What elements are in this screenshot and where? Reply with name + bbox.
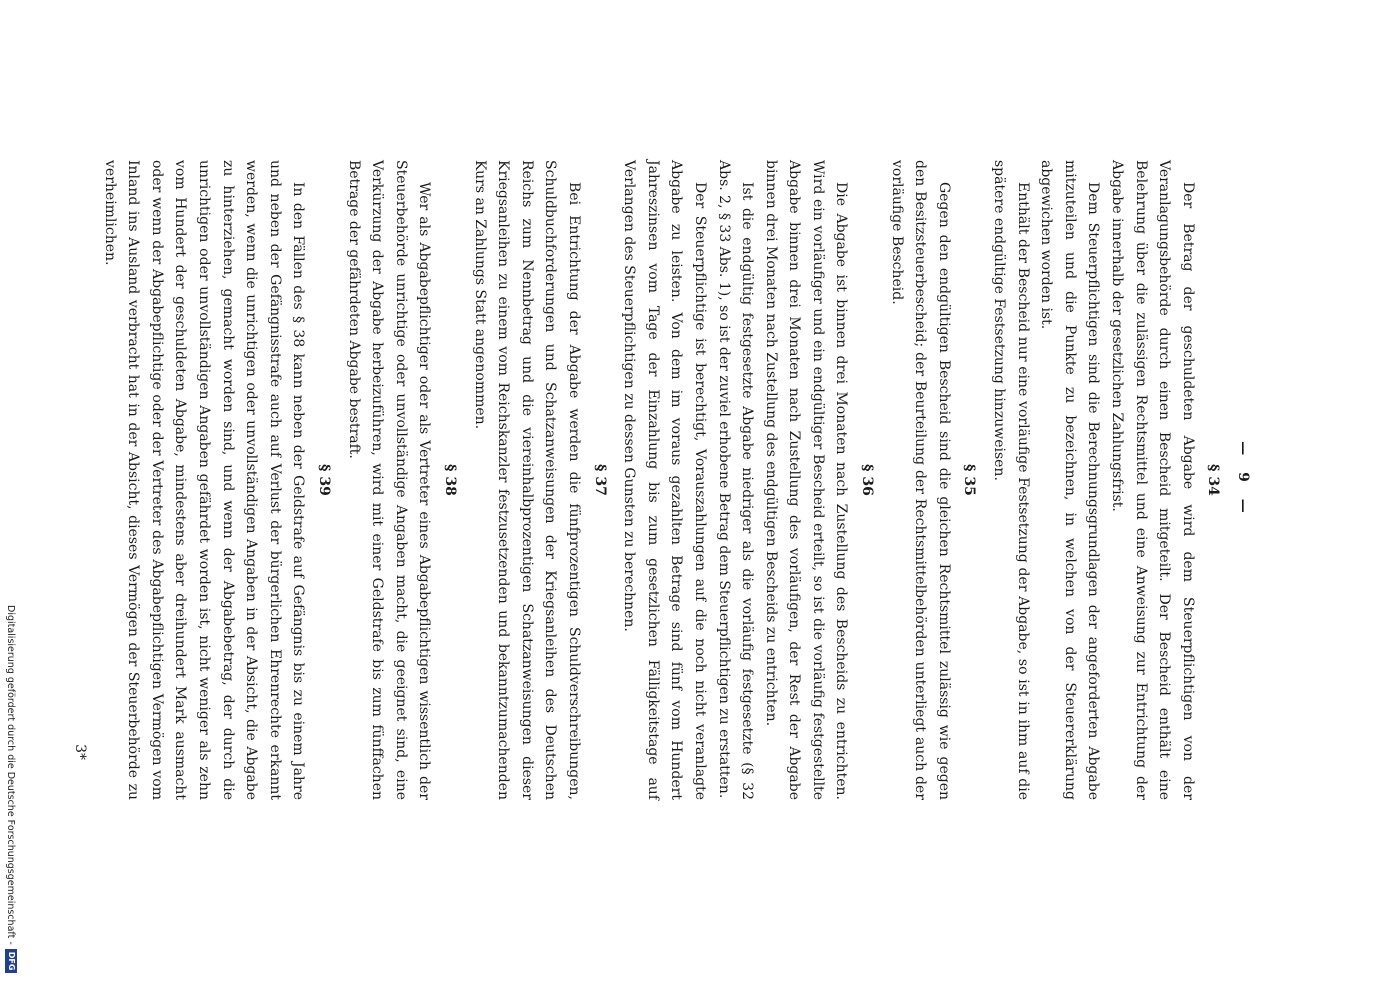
paragraph: Der Betrag der geschuldeten Abgabe wird dem Steuerpflichtigen von der Veranlagungsbehörde durch einen Bescheid mitgeteilt. Der Bescheid enthält eine Belehrung über die zulässigen Rechtsmittel und eine Anweisung zur Entrichtung der Abgabe innerhalb der gesetzlichen Zahlungsfrist. — [1109, 160, 1196, 800]
rotated-document-page — [72, 160, 1254, 800]
section-37 — [467, 160, 611, 800]
paragraph: Wer als Abgabepflichtiger oder als Vertreter eines Abgabepflichtigen wissentlich der Steuerbehörde unrichtige oder unvollständige Angaben macht, die geeignet sind, eine Verkürzung der Abgabe herbeizuführen, wird mit einer Geldstrafe bis zum fünffachen Betrage der gefährdeten Abgabe bestraft. — [345, 160, 433, 800]
page-number-header: — 9 — — [1235, 441, 1251, 519]
section-36 — [617, 160, 879, 800]
section-heading: § 37 — [591, 464, 608, 496]
paragraph: Der Steuerpflichtige ist berechtigt, Vorauszahlungen auf die noch nicht veranlagte Abgabe zu leisten. Von dem im voraus gezahlten Betrage sind fünf vom Hundert Jahreszinsen vom Tage der Einzahlung bis zum gesetzlichen Fälligkeitstage auf Verlangen des Steuerpflichtigen zu dessen Gunsten zu berechnen. — [621, 160, 708, 800]
section-34 — [986, 160, 1224, 800]
paragraph: Bei Entrichtung der Abgabe werden die fünfprozentigen Schuldverschreibungen, Schuldbuchforderungen und Schatzanweisungen der Kriegsanleihen des Deutschen Reichs zum Nennbetrag und die viereinhalbprozentigen Schatzanweisungen dieser Kriegsanleihen zu einem vom Reichskanzler festzusetzenden und bekanntzumachenden Kurs an Zahlungs Statt angenommen. — [471, 160, 582, 800]
section-heading: § 34 — [1205, 464, 1222, 496]
section-35 — [884, 160, 980, 800]
paragraph: Dem Steuerpflichtigen sind die Berechnungsgrundlagen der angeforderten Abgabe mitzuteilen und die Punkte zu bezeichnen, in welchen von der Steuererklärung abgewichen worden ist. — [1038, 160, 1102, 800]
section-heading: § 35 — [961, 464, 978, 496]
section-38 — [341, 160, 461, 800]
paragraph: Ist die endgültig festgesetzte Abgabe niedriger als die vorläufig festgesetzte (§ 32 Abs. 2, § 33 Abs. 1), so ist der zuviel erhobene Betrag dem Steuerpflichtigen zu erstatten. — [715, 160, 756, 800]
section-heading: § 36 — [859, 464, 876, 496]
paragraph: Gegen den endgültigen Bescheid sind die gleichen Rechtsmittel zulässig wie gegen den Besitzsteuerbescheid; der Beurteilung der Rechtsmittelbehörden unterliegt auch der vorläufige Bescheid. — [888, 160, 952, 800]
section-heading: § 38 — [442, 464, 458, 496]
section-39 — [97, 160, 335, 800]
credit-text: Digitalisierung gefördert durch die Deutsche Forschungsgemeinschaft - — [5, 605, 17, 945]
signature-mark: 3* — [72, 744, 89, 760]
section-heading: § 39 — [316, 464, 333, 496]
dfg-logo: DFG — [5, 949, 17, 974]
paragraph: Die Abgabe ist binnen drei Monaten nach Zustellung des Bescheids zu entrichten. Wird ein vorläufiger und ein endgültiger Bescheid erteilt, so ist die vorläufig festgestellte Abgabe binnen drei Monaten nach Zustellung des vorläufigen, der Rest der Abgabe binnen drei Monaten nach Zustellung des endgültigen Bescheids zu entrichten. — [762, 160, 850, 800]
digitization-credit — [4, 605, 18, 995]
paragraph: In den Fällen des § 38 kann neben der Geldstrafe auf Gefängnis bis zu einem Jahre und neben der Gefängnisstrafe auch auf Verlust der bürgerlichen Ehrenrechte erkannt werden, wenn die unrichtigen oder unvollständigen Angaben in der Absicht, die Abgabe zu hinterziehen, gemacht worden sind, und wenn der Abgabebetrag, der durch die unrichtigen oder unvollständigen Angaben gefährdet worden ist, nicht weniger als zehn vom Hundert der geschuldeten Abgabe, mindestens aber dreihundert Mark ausmacht oder wenn der Abgabepflichtige oder der Vertreter des Abgabepflichtigen Vermögen vom Inland ins Ausland verbracht hat in der Absicht, dieses Vermögen der Steuerbehörde zu verheimlichen. — [101, 160, 307, 800]
paragraph: Enthält der Bescheid nur eine vorläufige Festsetzung der Abgabe, so ist in ihm auf die spätere endgültige Festsetzung hinzuweisen. — [991, 160, 1031, 800]
